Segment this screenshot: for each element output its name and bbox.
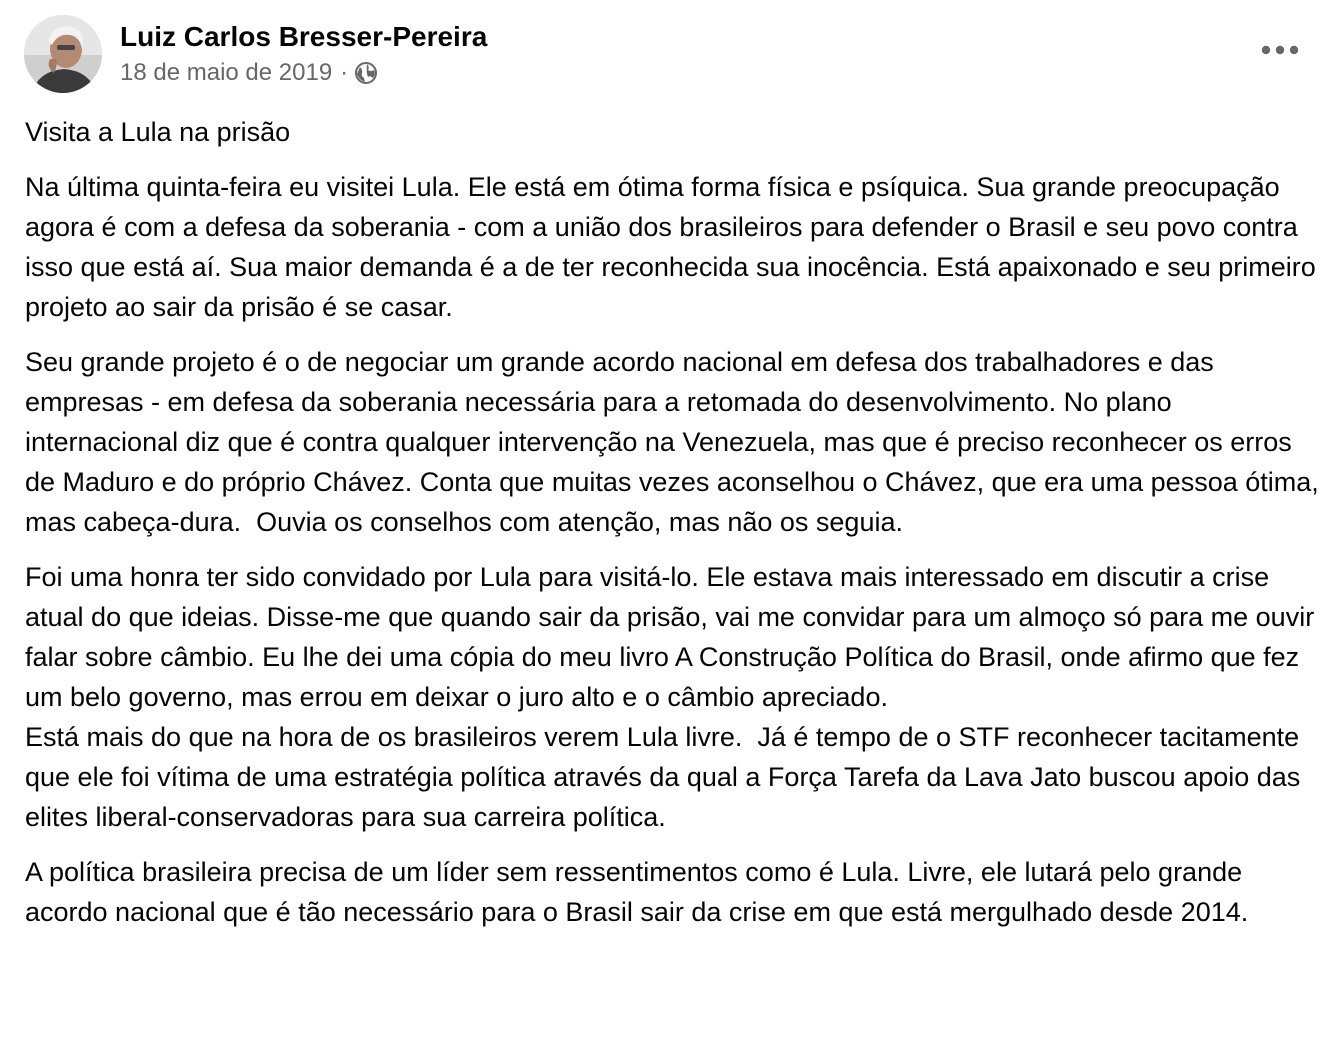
post-paragraph: Seu grande projeto é o de negociar um grande acordo nacional em defesa dos trabalhadores e das empresas - em defesa da soberania necessária para a retomada do desenvolvimento. No plano internacional diz que é contra qualquer intervenção na Venezuela, mas que é preciso reconhecer os erros de Maduro e do próprio Chávez. Conta que muitas vezes aconselhou o Chávez, que era uma pessoa ótima, mas cabeça-dura. Ouvia os conselhos com atenção, mas não os seguia. [25, 347, 1327, 537]
author-name[interactable]: Luiz Carlos Bresser-Pereira [120, 21, 488, 52]
post-text [25, 112, 1325, 947]
more-options-button[interactable] [1256, 30, 1304, 70]
post-paragraph: Na última quinta-feira eu visitei Lula. Ele está em ótima forma física e psíquica. Sua grande preocupação agora é com a defesa da soberania - com a união dos brasileiros para defender o Brasil e seu povo contra isso que está aí. Sua maior demanda é a de ter reconhecida sua inocência. Está apaixonado e seu primeiro projeto ao sair da prisão é se casar. [25, 172, 1324, 322]
globe-icon[interactable] [354, 61, 378, 85]
post-paragraph-title: Visita a Lula na prisão [25, 117, 291, 147]
separator-dot: · [340, 59, 349, 86]
post-header [24, 14, 487, 94]
post-paragraph: Foi uma honra ter sido convidado por Lula para visitá-lo. Ele estava mais interessado em discutir a crise atual do que ideias. Disse-me que quando sair da prisão, vai me convidar para um almoço só para me ouvir falar sobre câmbio. Eu lhe dei uma cópia do meu livro A Construção Política do Brasil, onde afirmo que fez um belo governo, mas errou em deixar o juro alto e o câmbio apreciado. Está mais do que na hora de os brasileiros verem Lula livre. Já é tempo de o STF reconhecer tacitamente que ele foi vítima de uma estratégia política através da qual a Força Tarefa da Lava Jato buscou apoio das elites liberal-conservadoras para sua carreira política. [25, 562, 1315, 832]
post-meta [120, 20, 487, 88]
more-horizontal-icon [1260, 44, 1300, 56]
post-paragraph: A política brasileira precisa de um líder sem ressentimentos como é Lula. Livre, ele lutará pelo grande acordo nacional que é tão necessário para o Brasil sair da crise em que está mergulhado desde 2014. [25, 857, 1250, 927]
profile-photo-icon [24, 15, 102, 93]
post-date[interactable]: 18 de maio de 2019 [120, 59, 333, 86]
avatar[interactable] [24, 15, 102, 93]
post-subline [120, 58, 487, 88]
